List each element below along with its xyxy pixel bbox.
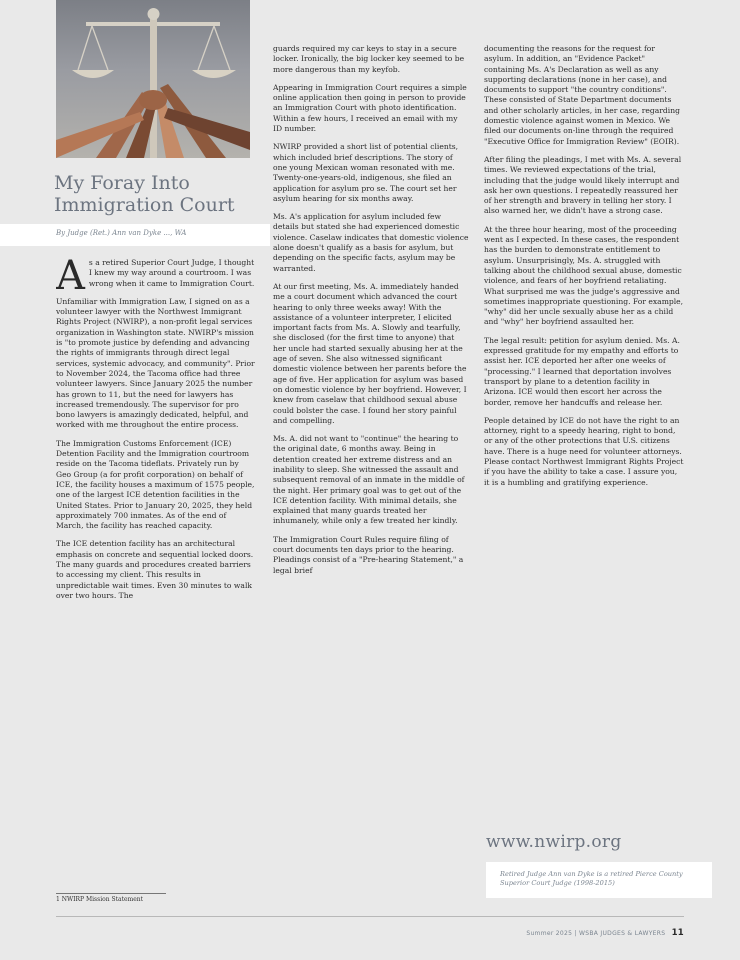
paragraph: Ms. A. did not want to "continue" the hearing to the original date, 6 months away. Being in detention created her extreme distress and an inability to sleep. She witnessed the assault and subsequent removal of an inmate in the middle of the night. Her primary goal was to get out of the ICE detention facility. With minimal details, she explained that many guards treated her inhumanely, while only a few treated her kindly. <box>273 434 465 526</box>
article-column-3 <box>484 44 684 842</box>
paragraph: At the three hour hearing, most of the proceeding went as I expected. In these cases, the respondent has the burden to demonstrate entitlement to asylum. Unsurprisingly, Ms. A. struggled with talking about the childhood sexual abuse, domestic violence, and fears of her boyfriend retaliating. What surprised me was the judge's aggressive and sometimes inappropriate questioning. For example, "why" did her uncle sexually abuse her as a child and "why" her boyfriend assaulted her. <box>484 224 684 327</box>
paragraph: After filing the pleadings, I met with Ms. A. several times. We reviewed expectations of the trial, including that the judge would likely interrupt and ask her own questions. I repeatedly reassured her of her strength and bravery in telling her story. I also warned her, we didn't have a strong case. <box>484 154 682 216</box>
paragraph: NWIRP provided a short list of potential clients, which included brief descriptions. The story of one young Mexican woman resonated with me. Twenty-one-years-old, indigenous, she filed an application for asylum pro se. The court set her asylum hearing for six months away. <box>273 142 459 203</box>
issue-label: Summer 2025 | WSBA JUDGES & LAWYERS <box>526 930 666 937</box>
author-bio: Retired Judge Ann van Dyke is a retired Pierce County Superior Court Judge (1998-2015) <box>500 870 683 887</box>
scales-of-justice-photo <box>56 0 250 158</box>
paragraph: The Immigration Court Rules require filing of court documents ten days prior to the hearing. Pleadings consist of a "Pre-hearing Statement," a legal brief <box>273 534 464 575</box>
paragraph: At our first meeting, Ms. A. immediately handed me a court document which advanced the court hearing to only three weeks away! With the assistance of a volunteer interpreter, I elicited important facts from Ms. A. Slowly and tearfully, she disclosed (for the first time to anyone) that her uncle had started sexually abusing her at the age of seven. She also witnessed significant domestic violence between her parents before the age of five. Her application for asylum was based on domestic violence by her boyfriend. However, I knew from caselaw that childhood sexual abuse could bolster the case. I found her story painful and compelling. <box>273 281 467 425</box>
article-column-1 <box>56 258 256 894</box>
paragraph: The ICE detention facility has an architectural emphasis on concrete and sequential locked doors. The many guards and procedures created barriers to accessing my client. This results in unpredictable wait times. Even 30 minutes to walk over two hours. The <box>56 539 254 600</box>
footnote-divider <box>56 893 166 894</box>
article-title: My Foray Into Immigration Court <box>54 172 235 216</box>
paragraph: People detained by ICE do not have the right to an attorney, right to a speedy hearing, right to bond, or any of the other protections that U.S. citizens have. There is a huge need for volunteer attorneys. Please contact Northwest Immigrant Rights Project if you have the ability to take a case. I assure you, it is a humbling and gratifying experience. <box>484 415 684 487</box>
footer-divider <box>56 916 684 917</box>
scales-of-justice-icon <box>56 0 250 158</box>
drop-cap: A <box>56 258 85 299</box>
footnote: 1 NWIRP Mission Statement <box>56 896 144 903</box>
paragraph: Unfamiliar with Immigration Law, I signed on as a volunteer lawyer with the Northwest Immigrant Rights Project (NWIRP), a non-profit legal services organization in Washington state. NWIRP's mission is "to promote justice by defending and advancing the rights of immigrants through direct legal services, systemic advocacy, and community". Prior to November 2024, the Tacoma office had three volunteer lawyers. Since January 2025 the number has grown to 11, but the need for lawyers has increased tremendously. The supervisor for pro bono lawyers is amazingly dedicated, helpful, and worked with me throughout the entire process. <box>56 296 255 430</box>
byline: By Judge (Ret.) Ann van Dyke ..., WA <box>56 229 187 237</box>
paragraph-text: s a retired Superior Court Judge, I thought I knew my way around a courtroom. I was wrong when it came to Immigration Court. <box>88 258 255 288</box>
paragraph <box>56 258 256 299</box>
paragraph: The legal result: petition for asylum denied. Ms. A. expressed gratitude for my empathy and efforts to assist her. ICE deported her after one weeks of "processing." I learned that deportation involves transport by plane to a detention facility in Arizona. ICE would then escort her across the border, remove her handcuffs and release her. <box>484 335 680 407</box>
paragraph: Appearing in Immigration Court requires a simple online application then going in person to provide an Immigration Court with photo identification. Within a few hours, I received an email with my ID number. <box>273 82 467 134</box>
article-column-2 <box>273 44 469 894</box>
website-link[interactable]: www.nwirp.org <box>486 832 622 852</box>
page-footer <box>470 928 684 938</box>
paragraph: documenting the reasons for the request for asylum. In addition, an "Evidence Packet" containing Ms. A's Declaration as well as any supporting declarations (none in her case), and documents to support "the country conditions". These consisted of State Department documents and other scholarly articles, in her case, regarding domestic violence against women in Mexico. We filed our documents on-line through the required "Executive Office for Immigration Review" (EOIR). <box>484 44 680 146</box>
page-number: 11 <box>671 928 684 938</box>
paragraph: The Immigration Customs Enforcement (ICE) Detention Facility and the Immigration courtroom reside on the Tacoma tideflats. Privately run by Geo Group (a for profit corporation) on behalf of ICE, the facility houses a maximum of 1575 people, one of the largest ICE detention facilities in the United States. Prior to January 20, 2025, they held approximately 700 inmates. As of the end of March, the facility has reached capacity. <box>56 438 255 531</box>
paragraph: guards required my car keys to stay in a secure locker. Ironically, the big locker key seemed to be more dangerous than my keyfob. <box>273 44 465 74</box>
paragraph: Ms. A's application for asylum included few details but stated she had experienced domestic violence. Caselaw indicates that domestic violence alone doesn't qualify as a basis for asylum, but depending on the specific facts, asylum may be warranted. <box>273 212 469 273</box>
